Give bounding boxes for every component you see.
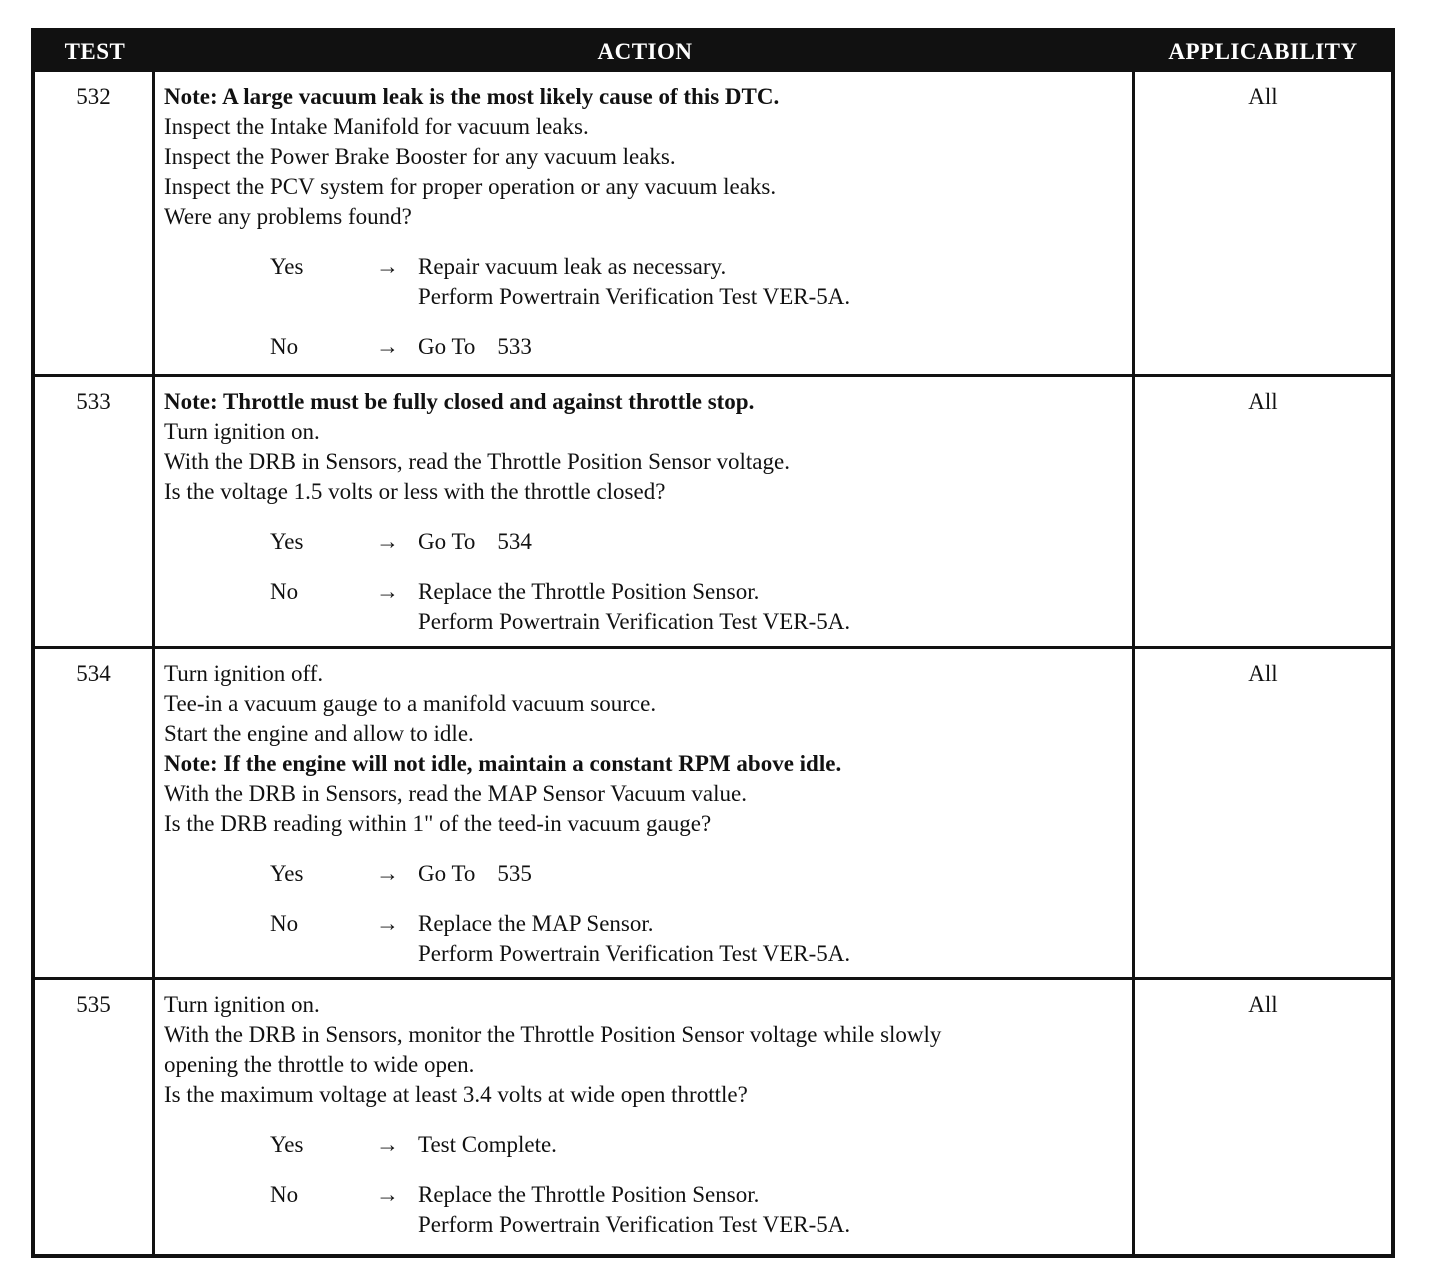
yes-label: Yes [270,861,304,886]
instruction-line: Is the DRB reading within 1" of the teed-in vacuum gauge? [164,811,712,836]
action-cell [155,377,1135,646]
result-line: Perform Powertrain Verification Test VER-5A. [418,609,851,634]
applicability-value: All [1248,389,1278,414]
no-branch [164,1180,1126,1240]
header-applicability: APPLICABILITY [1168,39,1358,64]
goto-line [418,527,1126,557]
no-branch [164,577,1126,637]
goto-label: Go To [418,529,476,554]
yes-label: Yes [270,529,304,554]
no-branch [164,332,1126,362]
action-cell [155,980,1135,1254]
no-result [418,577,1126,637]
action-cell [155,649,1135,977]
arrow-icon: → [376,579,399,604]
result-line: Replace the Throttle Position Sensor. [418,1182,760,1207]
yes-label: Yes [270,254,304,279]
instruction-line: Inspect the PCV system for proper operation or any vacuum leaks. [164,174,777,199]
instruction-line: Were any problems found? [164,204,412,229]
instruction-line: Turn ignition on. [164,992,320,1017]
yes-branch [164,527,1126,557]
yes-label: Yes [270,1132,304,1157]
no-result [418,332,1126,362]
instruction-line: Turn ignition on. [164,419,320,444]
result-line: Repair vacuum leak as necessary. [418,254,727,279]
no-label: No [270,579,299,604]
result-line: Perform Powertrain Verification Test VER-5A. [418,1212,851,1237]
no-branch [164,909,1126,969]
yes-branch [164,252,1126,312]
arrow-icon: → [376,1182,399,1207]
goto-line [418,859,1126,889]
instruction-line: Is the voltage 1.5 volts or less with the throttle closed? [164,479,666,504]
table-row [35,646,1391,977]
diagnostic-table [31,28,1395,1258]
yes-result [418,252,1126,312]
table-body [35,72,1391,1254]
note-line: Note: Throttle must be fully closed and against throttle stop. [164,389,755,414]
yes-result [418,859,1126,889]
note-line: Note: A large vacuum leak is the most likely cause of this DTC. [164,84,780,109]
result-line: Replace the Throttle Position Sensor. [418,579,760,604]
instruction-line: Start the engine and allow to idle. [164,721,474,746]
arrow-icon: → [376,911,399,936]
instruction-line: With the DRB in Sensors, monitor the Throttle Position Sensor voltage while slowly [164,1022,942,1047]
applicability-value: All [1248,992,1278,1017]
note-line: Note: If the engine will not idle, maintain a constant RPM above idle. [164,751,842,776]
instruction-line: Inspect the Intake Manifold for vacuum leaks. [164,114,589,139]
instruction-line: Is the maximum voltage at least 3.4 volts at wide open throttle? [164,1082,748,1107]
arrow-icon: → [376,254,399,279]
action-cell [155,72,1135,374]
no-result [418,909,1126,969]
test-number: 535 [35,980,155,1254]
applicability-value: All [1248,84,1278,109]
no-label: No [270,334,299,359]
arrow-icon: → [376,861,399,886]
result-line: Perform Powertrain Verification Test VER-5A. [418,284,851,309]
instruction-line: Tee-in a vacuum gauge to a manifold vacuum source. [164,691,657,716]
goto-test-number: 534 [497,529,532,554]
table-header [35,32,1391,72]
result-line: Replace the MAP Sensor. [418,911,654,936]
no-label: No [270,1182,299,1207]
table-row [35,374,1391,646]
header-test: TEST [64,39,126,64]
table-row [35,977,1391,1254]
yes-branch [164,859,1126,889]
goto-test-number: 535 [497,861,532,886]
result-line: Perform Powertrain Verification Test VER-5A. [418,941,851,966]
goto-label: Go To [418,334,476,359]
yes-result [418,527,1126,557]
table-row [35,72,1391,374]
arrow-icon: → [376,529,399,554]
header-action: ACTION [597,39,693,64]
result-line: Test Complete. [418,1132,557,1157]
instruction-line: With the DRB in Sensors, read the Throttle Position Sensor voltage. [164,449,790,474]
yes-branch [164,1130,1126,1160]
no-label: No [270,911,299,936]
arrow-icon: → [376,1132,399,1157]
yes-result [418,1130,1126,1160]
test-number: 532 [35,72,155,374]
instruction-line: Inspect the Power Brake Booster for any vacuum leaks. [164,144,676,169]
instruction-line: Turn ignition off. [164,661,324,686]
instruction-line: With the DRB in Sensors, read the MAP Sensor Vacuum value. [164,781,747,806]
goto-label: Go To [418,861,476,886]
goto-line [418,332,1126,362]
arrow-icon: → [376,334,399,359]
test-number: 534 [35,649,155,977]
test-number: 533 [35,377,155,646]
instruction-line: opening the throttle to wide open. [164,1052,475,1077]
goto-test-number: 533 [497,334,532,359]
applicability-value: All [1248,661,1278,686]
no-result [418,1180,1126,1240]
